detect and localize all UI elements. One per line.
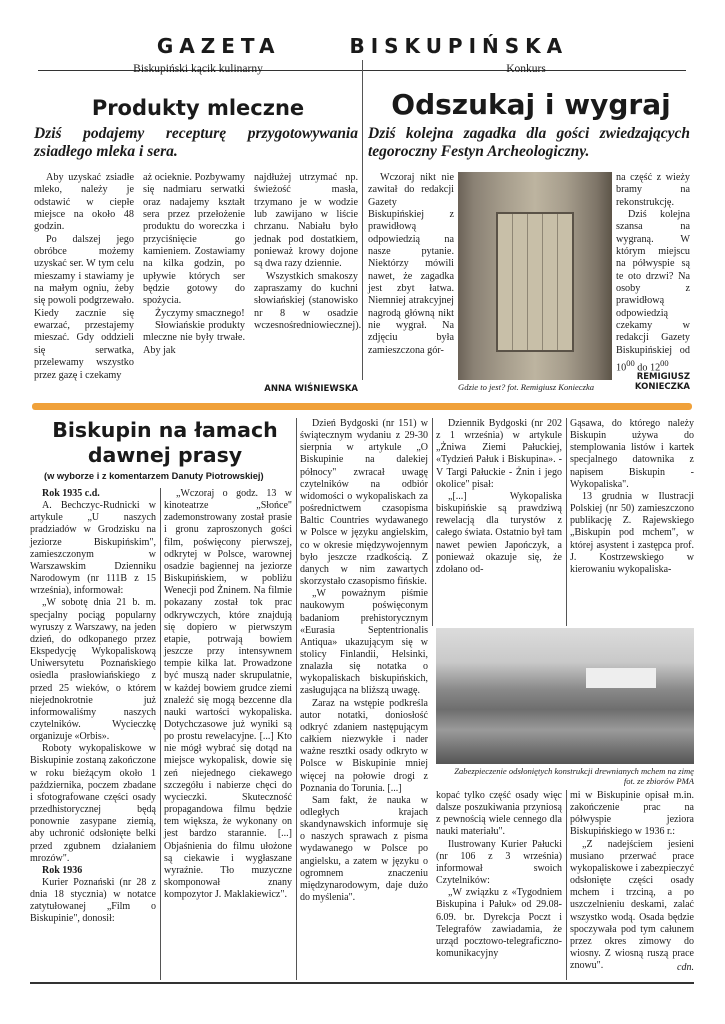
article-title-biskupin [30,418,300,468]
paragraph: Gąsawa, do którego należy Biskupin używa do stemplowania listów i kartek specjalnego datownika z napisem Biskupin - Wykopaliska". [570,418,694,490]
paragraph: kopać tylko część osady więc dalsze poszukiwania przyniosą z pewnością wiele cennego dla nauki materiału". [436,790,562,838]
title-line: dawnej prasy [87,443,243,467]
paragraph: mi w Biskupinie opisał m.in. zakończenie prac na półwyspie jeziora Biskupińskiego w 1936 r.: [570,790,694,838]
article-column [570,790,694,972]
door-photo [458,172,612,380]
excavation-photo-caption [436,766,694,786]
section-divider [32,403,692,410]
section-label-konkurs: Konkurs [506,63,546,75]
paragraph: Dziennik Bydgoski (nr 202 z 1 września) w artykule „Żniwa Ziemi Pałuckiej, «Tydzień Pałuk i Biskupina». - V Targi Pałuckie - Żnin i jego okolice" pisał: [436,418,562,490]
article-column [570,418,694,576]
caption-line: Zabezpieczenie odsłoniętych konstrukcji drewnianych mchem na zimę [454,766,694,776]
article-column [436,790,562,960]
paragraph: Ilustrowany Kurier Pałucki (nr 106 z 3 września) informował swoich Czytelników: [436,838,562,887]
article-column [164,488,292,901]
title-line: Biskupin na łamach [52,418,278,442]
paragraph: „W związku z «Tygodniem Biskupina i Pałuk» od 29.08-6.09. br. Dyrekcja Poczt i Telegrafów zawiadamia, że urząd pocztowo-telegraficzno-komunikacyjny [436,887,562,960]
column-divider [566,790,567,980]
paragraph: „Z nadejściem jesieni musiano przerwać prace wykopaliskowe i zabezpieczyć odsłonięte części osady mchem i trzciną, a po uszczelnieniu deskami, zalać wszystko wodą. Osada będzie spoczywała pod tym całunem przez okres zimowy do wiosny. Z wiosną ruszą prace znowu". [570,838,694,972]
paragraph: Po dalszej jego obróbce możemy uzyskać ser. W tym celu mieszamy i stawiamy je na małym ogniu, żeby się powoli podgrzewało. Kiedy zacznie się ewarzać, przestajemy mieszać. Gdy oddzieli się serwatka, przelewamy wszystko przez gazę i czekamy [34,233,134,381]
paragraph: „Wczoraj o godz. 13 w kinoteatrze „Słońce" zademonstrowany został prasie i gronu zaproszonych gości film, poświęcony pierwszej, odkrytej w Polsce, warownej osadzie bagiennej na jeziorze Biskupińskiem, w pobliżu Wenecji pod Żninem. Na filmie pokazany został tok prac odkrywczych, które znajdują się dopiero w pierwszym etapie, potrwają bowiem jeszcze przy intensywnem tempie kilka lat. Prowadzone być muszą nader skrupulatnie, w każdej bowiem grudce ziemi znaleźć się mogą bezcenne dla nauki wartości wykopaliska. Dotychczasowe już wyniki są po prostu rewelacyjne. [...] Kto nie mógł wybrać się dotąd na miejsce wykopalisk, dowie się zeń niejednego ciekawego szczegółu i nabierze chęci do wycieczki. Skuteczność propagandowa filmu będzie tem większa, że wykonany on jest bardzo starannie. [...] Objaśnienia do filmu ułożone są ciekawie i wygłaszane wyraźnie. Tło muzyczne skomponował znany kompozytor J. Maklakiewicz". [164,488,292,901]
paragraph: Kurier Poznański (nr 28 z dnia 18 stycznia) w notatce zatytułowanej „Film o Biskupinie", donosił: [30,877,156,925]
paragraph-text: do 12 [637,362,661,374]
paragraph: Wszystkich smakoszy zapraszamy do kuchni słowiańskiej (stanowisko nr 8 w osadzie wczesnośredniowiecznej). [254,270,362,332]
article-column [34,172,134,382]
paragraph: najdłużej utrzymać np. świeżość masła, trzymano je w wodzie lub zawijano w liście chrzanu. Nabiału było jednak pod dostatkiem, ponieważ krowy dojone są dwa razy dziennie. [254,172,358,270]
article-column [143,172,245,357]
paragraph: Życzymy smacznego! [155,307,245,319]
paragraph: Aby uzyskać zsiadłe mleko, należy je odstawić w ciepłe miejsce na około 48 godzin. [34,172,134,233]
top-divider [362,60,363,380]
hours-sup: 00 [660,358,669,369]
photo-shed [586,668,656,688]
door-photo-caption [458,382,618,392]
paragraph: Dzień Bydgoski (nr 151) w świątecznym wydaniu z 29-30 sierpnia w artykule „O Biskupinie na dalekiej północy" zwracał uwagę czytelników na odbiór widomości o wykopaliskach za pośrednictwem czasopisma Baltic Countries wydawanego w Polsce w języku angielskim, co w okresie międzywojennym było jeszcze rzadkością. Z danych w nim zawartych skorzystało czasopismo fińskie. [300,418,428,588]
caption-line: fot. ze zbiorów PMA [623,776,694,786]
continued-note: cdn. [677,962,694,973]
hours-sup: 00 [626,358,635,369]
masthead [0,34,725,58]
excavation-photo [436,628,694,764]
paragraph: 13 grudnia w Ilustracji Polskiej (nr 50) zamieszczono publikację Z. Rajewskiego „Biskupin pod mchem", w której asystent i zastępca prof. J. Kostrzewskiego w kierowaniu wykopaliska- [570,490,694,575]
column-divider [566,418,567,626]
caption-question: Gdzie to jest? [458,382,506,392]
paragraph: „[...] Wykopaliska biskupińskie są prawdziwą rewelacją dla turystów z całego świata. Ostatnio był tam nawet pewien Japończyk, a ponieważ okazuje się, że zdołano od- [436,490,562,575]
paragraph: A. Bechczyc-Rudnicki w artykule „U naszych pradziadów w Grodzisku na jeziorze Biskupińskim", zamieszczonym w Warszawskim Dzienniku Narodowym (nr 111B z 15 września), informował: [30,500,156,597]
column-divider [296,418,297,980]
paragraph: Sam fakt, że nauka w odległych krajach skandynawskich informuje się o naszych sprawach z pisma wydawanego w Polsce po angielsku, a zatem w języku o ogromnem znaczeniu międzynarodowym, daje dużo do myślenia". [300,794,428,904]
paragraph-text: Dziś kolejna szansa na wygraną. W którym miejscu na półwyspie są te oto drzwi? Na osoby z prawidłową odpowiedzią czekamy w redakcji Gazety Biskupińskiej od 10 [616,209,690,374]
column-divider [432,418,433,626]
article-title-produkty: Produkty mleczne [91,96,305,120]
article-lead-odszukaj: Dziś kolejna zagadka dla gości zwiedzających tegoroczny Festyn Archeologiczny. [368,125,690,160]
door-graphic [496,212,574,352]
signature-line: KONIECZKA [634,382,690,392]
paragraph: Słowiańskie produkty mleczne nie były trwałe. Aby jak [143,320,245,356]
signature-konieczka [616,372,690,392]
masthead-right: BISKUPIŃSKA [349,34,569,58]
paragraph: na część z wieży bramy na rekonstrukcję. [616,172,690,208]
masthead-left: GAZETA [156,34,281,58]
article-title-odszukaj: Odszukaj i wygraj [391,88,671,121]
paragraph [616,209,690,375]
paragraph: Rok 1935 c.d. [42,488,100,499]
column-divider [160,488,161,980]
article-column [254,172,362,332]
article-lead-produkty: Dziś podajemy recepturę przygotowywania zsiadłego mleka i sera. [34,125,358,160]
paragraph: Wczoraj nikt nie zawitał do redakcji Gazety Biskupińskiej z prawidłową odpowiedzią na nasze pytanie. Niektórzy mówili nawet, że zagadka jest zbyt łatwa. Niemniej atrakcyjnej nagrodą główną nikt nie wygrał. Na zdjęciu była zamieszczona gór- [368,172,454,356]
signature-wisniewska: ANNA WIŚNIEWSKA [264,384,358,394]
article-column [300,418,428,904]
article-column [30,488,156,926]
paragraph: „W poważnym piśmie naukowym poświęconym badaniom prehistorycznym «Eurasia Septentrionalis Antiqua» ukazującym się w stolicy Finlandii, Helsinki, znalazła się notatka o wykopaliskach biskupińskich, zasługująca na bliższą uwagę. [300,588,428,697]
article-column [436,418,562,576]
paragraph: Zaraz na wstępie podkreśla autor notatki, doniosłość odkryć zdaniem następującym całkiem niezwykłe i nader ważne resztki osady odkryto w Polsce w Biskupinie mniej więcej na połowie drogi z Poznania do Torunia. [...] [300,697,428,794]
paragraph: Rok 1936 [42,864,83,876]
section-label-kulinarny: Biskupiński kącik kulinarny [133,63,263,75]
article-subtitle: (w wyborze i z komentarzem Danuty Piotrowskiej) [44,471,264,481]
article-column [368,172,454,357]
paragraph: aż ocieknie. Pozbywamy się nadmiaru serwatki oraz nadajemy kształt sera przez przełożenie produktu do woreczka i przyciśnięcie go kamieniem. Zostawiamy na kilka godzin, po upływie których ser będzie gotowy do spożycia. [143,172,245,307]
paragraph: Roboty wykopaliskowe w Biskupinie zostaną zakończone w roku bieżącym około 1 października, poczem zbadane i sfotografowane części osady przedhistorycznej będą ponownie zasypane ziemią, aby uchronić odsłonięte belki przed zgubnem działaniem mrozów". [30,743,156,864]
caption-credit: fot. Remigiusz Konieczka [507,382,595,392]
bottom-rule [30,982,694,984]
paragraph: „W sobotę dnia 21 b. m. specjalny pociąg popularny wyruszy z Warszawy, na jeden dzień, do odkopanego przez Ekspedycję Wykopaliskową Uniwersytetu Poznańskiego osiedla prasłowiańskiego z przed 25 wieków, o którem niejednokrotnie już informowaliśmy naszych czytelników. Wycieczkę organizuje «Orbis». [30,597,156,743]
signature-line: REMIGIUSZ [636,372,690,382]
article-column [616,172,690,375]
